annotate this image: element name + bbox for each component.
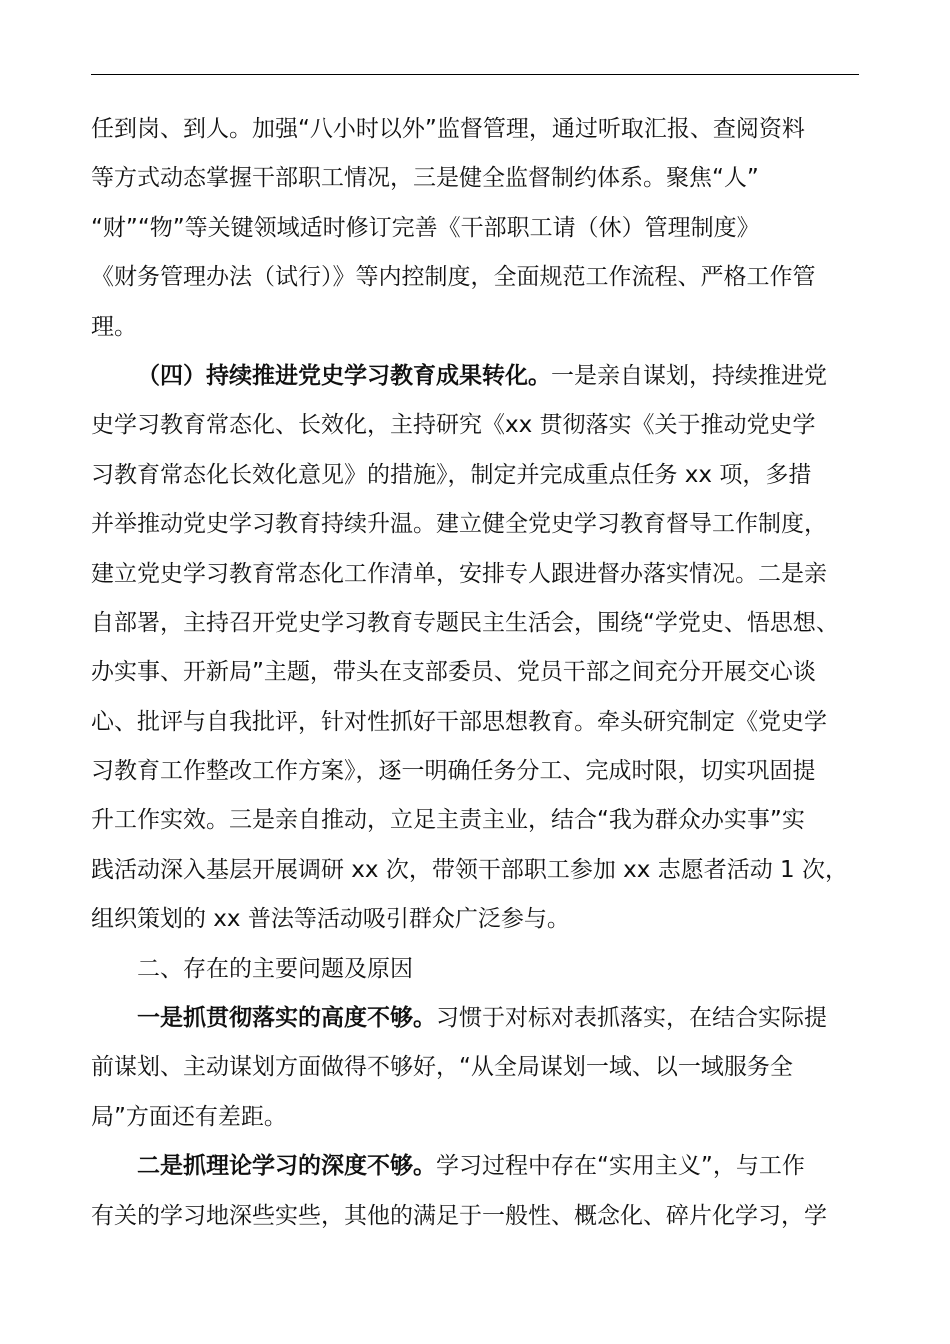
line-text: 建立党史学习教育常态化工作清单，安排专人跟进督办落实情况。二是亲: [91, 560, 827, 587]
line-text: 升工作实效。三是亲自推动，立足主责主业，结合“我为群众办实事”实: [91, 807, 805, 834]
section-heading: （四）持续推进党史学习教育成果转化。: [137, 362, 551, 389]
line-text: 前谋划、主动谋划方面做得不够好，“从全局谋划一域、以一域服务全: [91, 1054, 793, 1081]
text-line: [91, 253, 869, 302]
line-text: 心、批评与自我批评，针对性抓好干部思想教育。牵头研究制定《党史学: [91, 708, 827, 735]
text-line: [91, 1192, 869, 1241]
line-text: 习惯于对标对表抓落实，在结合实际提: [436, 1005, 827, 1032]
problem-heading: 二是抓理论学习的深度不够。: [137, 1153, 436, 1180]
text-line: [91, 698, 869, 747]
text-line: [91, 204, 869, 253]
line-text: 史学习教育常态化、长效化，主持研究《xx 贯彻落实《关于推动党史学: [91, 412, 816, 439]
text-line: [91, 451, 869, 500]
line-text: 自部署，主持召开党史学习教育专题民主生活会，围绕“学党史、悟思想、: [91, 609, 839, 636]
chapter-heading-line: [91, 945, 869, 994]
text-line: [91, 1043, 869, 1092]
line-text: 并举推动党史学习教育持续升温。建立健全党史学习教育督导工作制度，: [91, 511, 827, 538]
text-line: [91, 303, 869, 352]
text-line: [91, 401, 869, 450]
text-line: [91, 599, 869, 648]
line-text: 习教育常态化长效化意见》的措施》，制定并完成重点任务 xx 项，多措: [91, 461, 812, 488]
line-text: 等方式动态掌握干部职工情况，三是健全监督制约体系。聚焦“人”: [91, 165, 759, 192]
section-heading-line: [91, 352, 869, 401]
line-text: “财”“物”等关键领域适时修订完善《干部职工请（休）管理制度》: [91, 214, 760, 241]
line-text: 任到岗、到人。加强“八小时以外”监督管理，通过听取汇报、查阅资料: [91, 116, 805, 142]
text-line: [91, 550, 869, 599]
line-text: 《财务管理办法（试行）》等内控制度，全面规范工作流程、严格工作管: [91, 264, 816, 291]
line-text: 组织策划的 xx 普法等活动吸引群众广泛参与。: [91, 906, 570, 933]
text-line: [91, 105, 869, 154]
text-line: [91, 1093, 869, 1142]
line-text: 有关的学习地深些实些，其他的满足于一般性、概念化、碎片化学习，学: [91, 1202, 827, 1229]
text-line: [91, 500, 869, 549]
problem-heading-line: [91, 994, 869, 1043]
document-body: [91, 105, 869, 1241]
chapter-heading: 二、存在的主要问题及原因: [137, 955, 413, 982]
line-text: 习教育工作整改工作方案》，逐一明确任务分工、完成时限，切实巩固提: [91, 758, 816, 785]
line-text: 理。: [91, 313, 137, 340]
text-line: [91, 154, 869, 203]
line-text: 学习过程中存在“实用主义”，与工作: [436, 1153, 805, 1180]
line-text: 一是亲自谋划，持续推进党: [551, 362, 827, 389]
text-line: [91, 796, 869, 845]
line-text: 践活动深入基层开展调研 xx 次，带领干部职工参加 xx 志愿者活动 1 次，: [91, 856, 848, 883]
text-line: [91, 747, 869, 796]
text-line: [91, 648, 869, 697]
line-text: 局”方面还有差距。: [91, 1103, 287, 1130]
text-line: [91, 895, 869, 944]
problem-heading: 一是抓贯彻落实的高度不够。: [137, 1005, 436, 1032]
line-text: 办实事、开新局”主题，带头在支部委员、党员干部之间充分开展交心谈: [91, 659, 816, 686]
header-rule: [91, 74, 859, 75]
text-line: [91, 846, 869, 895]
problem-heading-line: [91, 1142, 869, 1191]
